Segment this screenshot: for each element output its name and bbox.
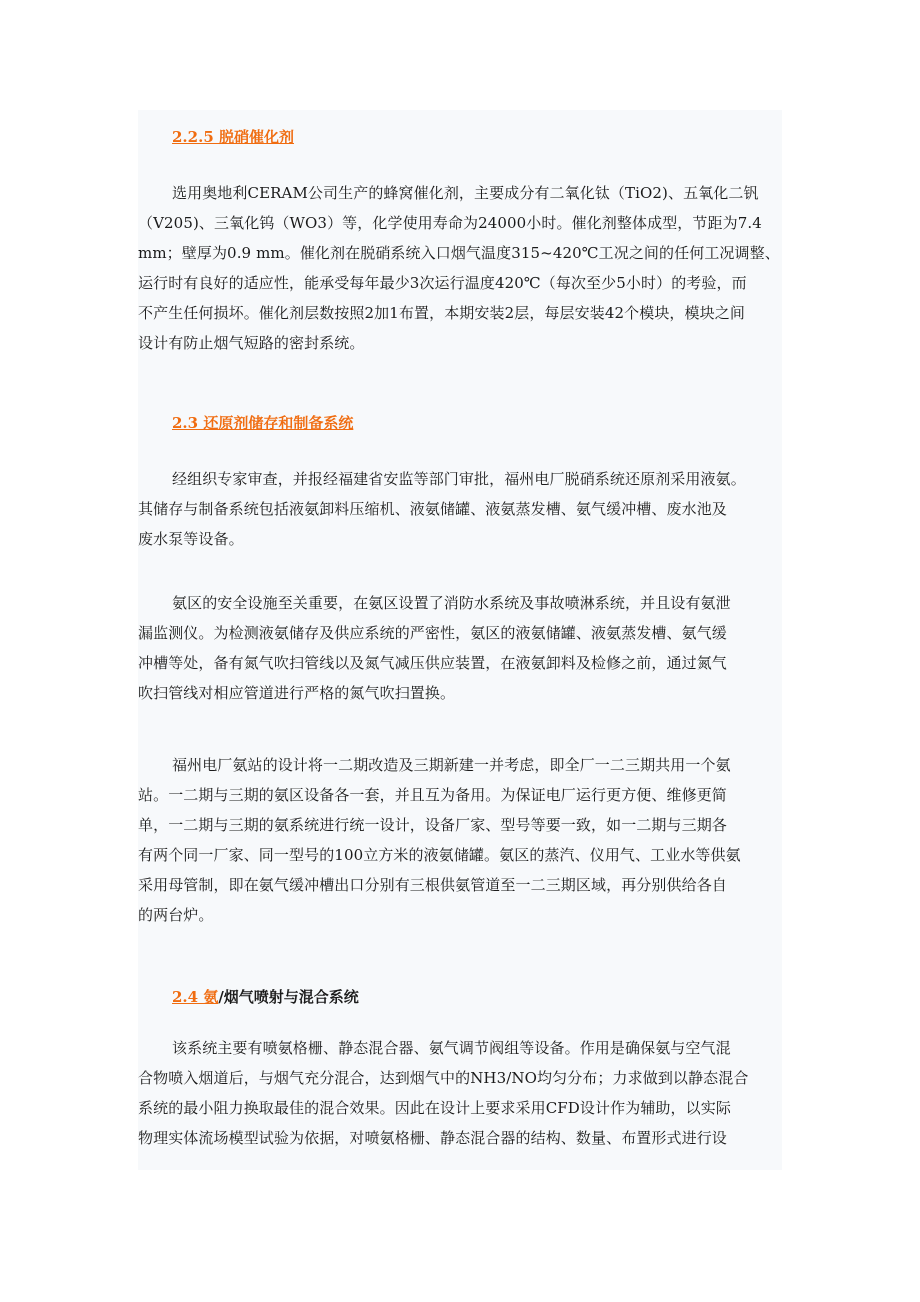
section-heading-2-2-5 xyxy=(172,127,294,147)
paragraph-line: 经组织专家审查，并报经福建省安监等部门审批，福州电厂脱硝系统还原剂采用液氨。 xyxy=(172,470,746,488)
paragraph-line: 氨区的安全设施至关重要，在氨区设置了消防水系统及事故喷淋系统，并且设有氨泄 xyxy=(172,594,731,612)
section-heading-2-4-rest: /烟气喷射与混合系统 xyxy=(218,988,359,1006)
section-link-2-2-5[interactable]: 2.2.5 脱硝催化剂 xyxy=(172,128,294,146)
paragraph-line: 系统的最小阻力换取最佳的混合效果。因此在设计上要求采用CFD设计作为辅助，以实际 xyxy=(138,1099,731,1117)
paragraph-line: mm；壁厚为0.9 mm。催化剂在脱硝系统入口烟气温度315~420℃工况之间的任何工况调整、 xyxy=(138,244,780,262)
section-link-2-3[interactable]: 2.3 还原剂储存和制备系统 xyxy=(172,414,354,432)
paragraph-line: 其储存与制备系统包括液氨卸料压缩机、液氨储罐、液氨蒸发槽、氨气缓冲槽、废水池及 xyxy=(138,500,727,518)
paragraph-line: 该系统主要有喷氨格栅、静态混合器、氨气调节阀组等设备。作用是确保氨与空气混 xyxy=(172,1039,731,1057)
paragraph-line: 吹扫管线对相应管道进行严格的氮气吹扫置换。 xyxy=(138,684,456,702)
paragraph-ammonia-station xyxy=(138,750,782,930)
paragraph-line: 设计有防止烟气短路的密封系统。 xyxy=(138,334,365,352)
paragraph-line: 废水泵等设备。 xyxy=(138,530,244,548)
paragraph-injection-mixing xyxy=(138,1033,782,1153)
paragraph-line: 合物喷入烟道后，与烟气充分混合，达到烟气中的NH3/NO均匀分布；力求做到以静态混合 xyxy=(138,1069,749,1087)
paragraph-line: 冲槽等处，备有氮气吹扫管线以及氮气减压供应装置，在液氨卸料及检修之前，通过氮气 xyxy=(138,654,727,672)
paragraph-catalyst xyxy=(138,178,782,358)
paragraph-line: 漏监测仪。为检测液氨储存及供应系统的严密性，氨区的液氨储罐、液氨蒸发槽、氨气缓 xyxy=(138,624,727,642)
paragraph-reductant-storage xyxy=(138,464,782,554)
paragraph-line: 单，一二期与三期的氨系统进行统一设计，设备厂家、型号等要一致，如一二期与三期各 xyxy=(138,816,727,834)
paragraph-line: 运行时有良好的适应性，能承受每年最少3次运行温度420℃（每次至少5小时）的考验，而 xyxy=(138,274,747,292)
paragraph-line: 不产生任何损坏。催化剂层数按照2加1布置，本期安装2层，每层安装42个模块，模块之间 xyxy=(138,304,745,322)
paragraph-line: 有两个同一厂家、同一型号的100立方米的液氨储罐。氨区的蒸汽、仪用气、工业水等供氨 xyxy=(138,846,741,864)
section-heading-2-4 xyxy=(172,987,359,1007)
section-link-2-4[interactable]: 2.4 氨 xyxy=(172,988,219,1006)
document-panel xyxy=(138,110,782,1170)
paragraph-ammonia-safety xyxy=(138,588,782,708)
paragraph-line: 采用母管制，即在氨气缓冲槽出口分别有三根供氨管道至一二三期区域，再分别供给各自 xyxy=(138,876,727,894)
paragraph-line: 站。一二期与三期的氨区设备各一套，并且互为备用。为保证电厂运行更方便、维修更简 xyxy=(138,786,727,804)
paragraph-line: （V205)、三氧化钨（WO3）等，化学使用寿命为24000小时。催化剂整体成型，节距为7.4 xyxy=(138,214,762,232)
paragraph-line: 物理实体流场模型试验为依据，对喷氨格栅、静态混合器的结构、数量、布置形式进行设 xyxy=(138,1129,727,1147)
paragraph-line: 福州电厂氨站的设计将一二期改造及三期新建一并考虑，即全厂一二三期共用一个氨 xyxy=(172,756,731,774)
section-heading-2-3 xyxy=(172,413,353,433)
paragraph-line: 选用奥地利CERAM公司生产的蜂窝催化剂，主要成分有二氧化钛（TiO2)、五氧化二钒 xyxy=(172,184,759,202)
paragraph-line: 的两台炉。 xyxy=(138,906,214,924)
